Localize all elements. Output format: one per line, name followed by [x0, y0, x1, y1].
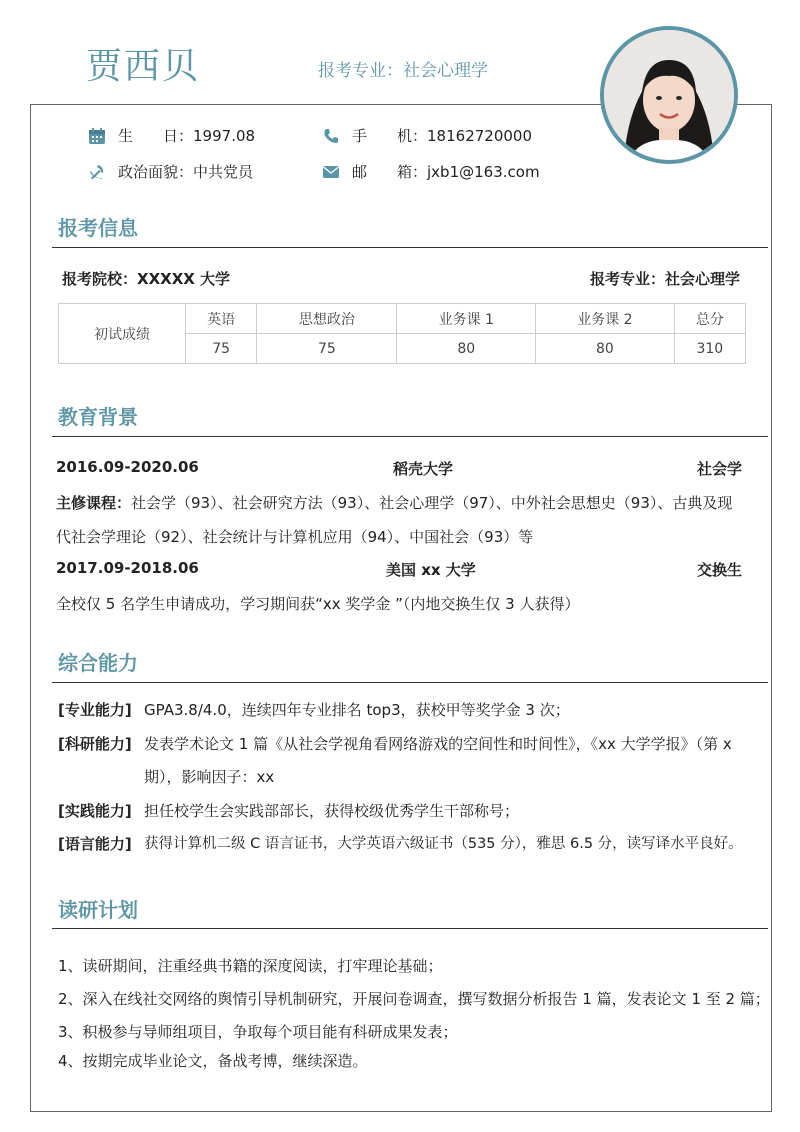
plan-item: 3、积极参与导师组项目，争取每个项目能有科研成果发表； [58, 1023, 458, 1041]
plan-item: 1、读研期间，注重经典书籍的深度阅读，打牢理论基础； [58, 957, 443, 975]
score-header: 思想政治 [257, 304, 397, 334]
score-value: 80 [536, 334, 675, 364]
email-label: 邮 箱： [352, 163, 428, 181]
edu-major: 社会学 [697, 460, 743, 478]
ability-text: 发表学术论文 1 篇《从社会学视角看网络游戏的空间性和时间性》，《xx 大学学报》（第 x 期），影响因子：xx [144, 735, 732, 786]
section-title-apply: 报考信息 [58, 216, 138, 240]
edu-period: 2016.09-2020.06 [56, 458, 199, 476]
email-value: jxb1@163.com [427, 162, 540, 181]
edu-major: 交换生 [697, 561, 743, 579]
apply-school: 报考院校：XXXXX 大学 [62, 270, 231, 288]
ability-item [58, 694, 748, 727]
ability-tag: [实践能力] [58, 802, 132, 820]
ability-tag: [科研能力] [58, 735, 132, 753]
edu-courses-label: 主修课程： [56, 494, 132, 512]
edu-school: 美国 xx 大学 [386, 561, 476, 579]
phone-row [322, 125, 532, 146]
phone-icon [322, 127, 340, 145]
email-row [322, 161, 540, 182]
apply-major: 报考专业：社会心理学 [590, 270, 741, 288]
ability-tag: [语言能力] [58, 835, 132, 853]
ability-item [58, 728, 748, 794]
score-value: 75 [257, 334, 397, 364]
score-table [58, 303, 746, 364]
edu-courses-text: 社会学（93）、社会研究方法（93）、社会心理学（97）、中外社会思想史（93）、古典及现 [131, 494, 733, 512]
ability-item [58, 795, 748, 828]
section-title-education: 教育背景 [58, 405, 138, 429]
avatar-portrait-icon [604, 30, 734, 160]
calendar-icon [88, 127, 106, 145]
ability-text: 获得计算机二级 C 语言证书，大学英语六级证书（535 分），雅思 6.5 分，读写译水平良好。 [144, 836, 743, 852]
birthday-value: 1997.08 [193, 126, 256, 145]
candidate-name: 贾西贝 [86, 46, 201, 87]
avatar [600, 26, 738, 164]
phone-label: 手 机： [352, 127, 428, 145]
section-title-plan: 读研计划 [58, 898, 138, 922]
score-value: 75 [186, 334, 257, 364]
birthday-label: 生 日： [118, 127, 194, 145]
ability-text: 担任校学生会实践部部长，获得校级优秀学生干部称号； [144, 802, 520, 820]
plan-item: 2、深入在线社交网络的舆情引导机制研究，开展问卷调查，撰写数据分析报告 1 篇，发表论文 1 至 2 篇； [58, 990, 770, 1008]
edu-period: 2017.09-2018.06 [56, 559, 199, 577]
section-divider [52, 682, 768, 683]
mail-icon [322, 163, 340, 181]
section-divider [52, 247, 768, 248]
score-header: 业务课 2 [536, 304, 675, 334]
section-divider [52, 928, 768, 929]
politics-value: 中共党员 [193, 163, 254, 181]
score-label: 初试成绩 [59, 304, 186, 364]
edu-desc: 全校仅 5 名学生申请成功，学习期间获“xx 奖学金 ”（内地交换生仅 3 人获得） [56, 595, 580, 613]
section-title-ability: 综合能力 [58, 651, 138, 675]
score-value: 80 [397, 334, 536, 364]
score-header: 业务课 1 [397, 304, 536, 334]
edu-school: 稻壳大学 [393, 460, 454, 478]
score-header: 英语 [186, 304, 257, 334]
header-apply-major: 报考专业：社会心理学 [318, 61, 488, 81]
party-emblem-icon [88, 163, 106, 181]
politics-row [88, 161, 253, 182]
ability-text: GPA3.8/4.0，连续四年专业排名 top3，获校甲等奖学金 3 次； [144, 701, 570, 719]
birthday-row [88, 125, 255, 146]
score-value: 310 [674, 334, 745, 364]
edu-courses-line2: 代社会学理论（92）、社会统计与计算机应用（94）、中国社会（93）等 [56, 528, 534, 546]
plan-item: 4、按期完成毕业论文，备战考博，继续深造。 [58, 1052, 368, 1070]
section-divider [52, 436, 768, 437]
politics-label: 政治面貌： [118, 163, 194, 181]
ability-item [58, 828, 748, 861]
ability-tag: [专业能力] [58, 701, 132, 719]
edu-courses-line1 [56, 492, 732, 513]
score-header: 总分 [674, 304, 745, 334]
phone-value: 18162720000 [427, 126, 532, 145]
